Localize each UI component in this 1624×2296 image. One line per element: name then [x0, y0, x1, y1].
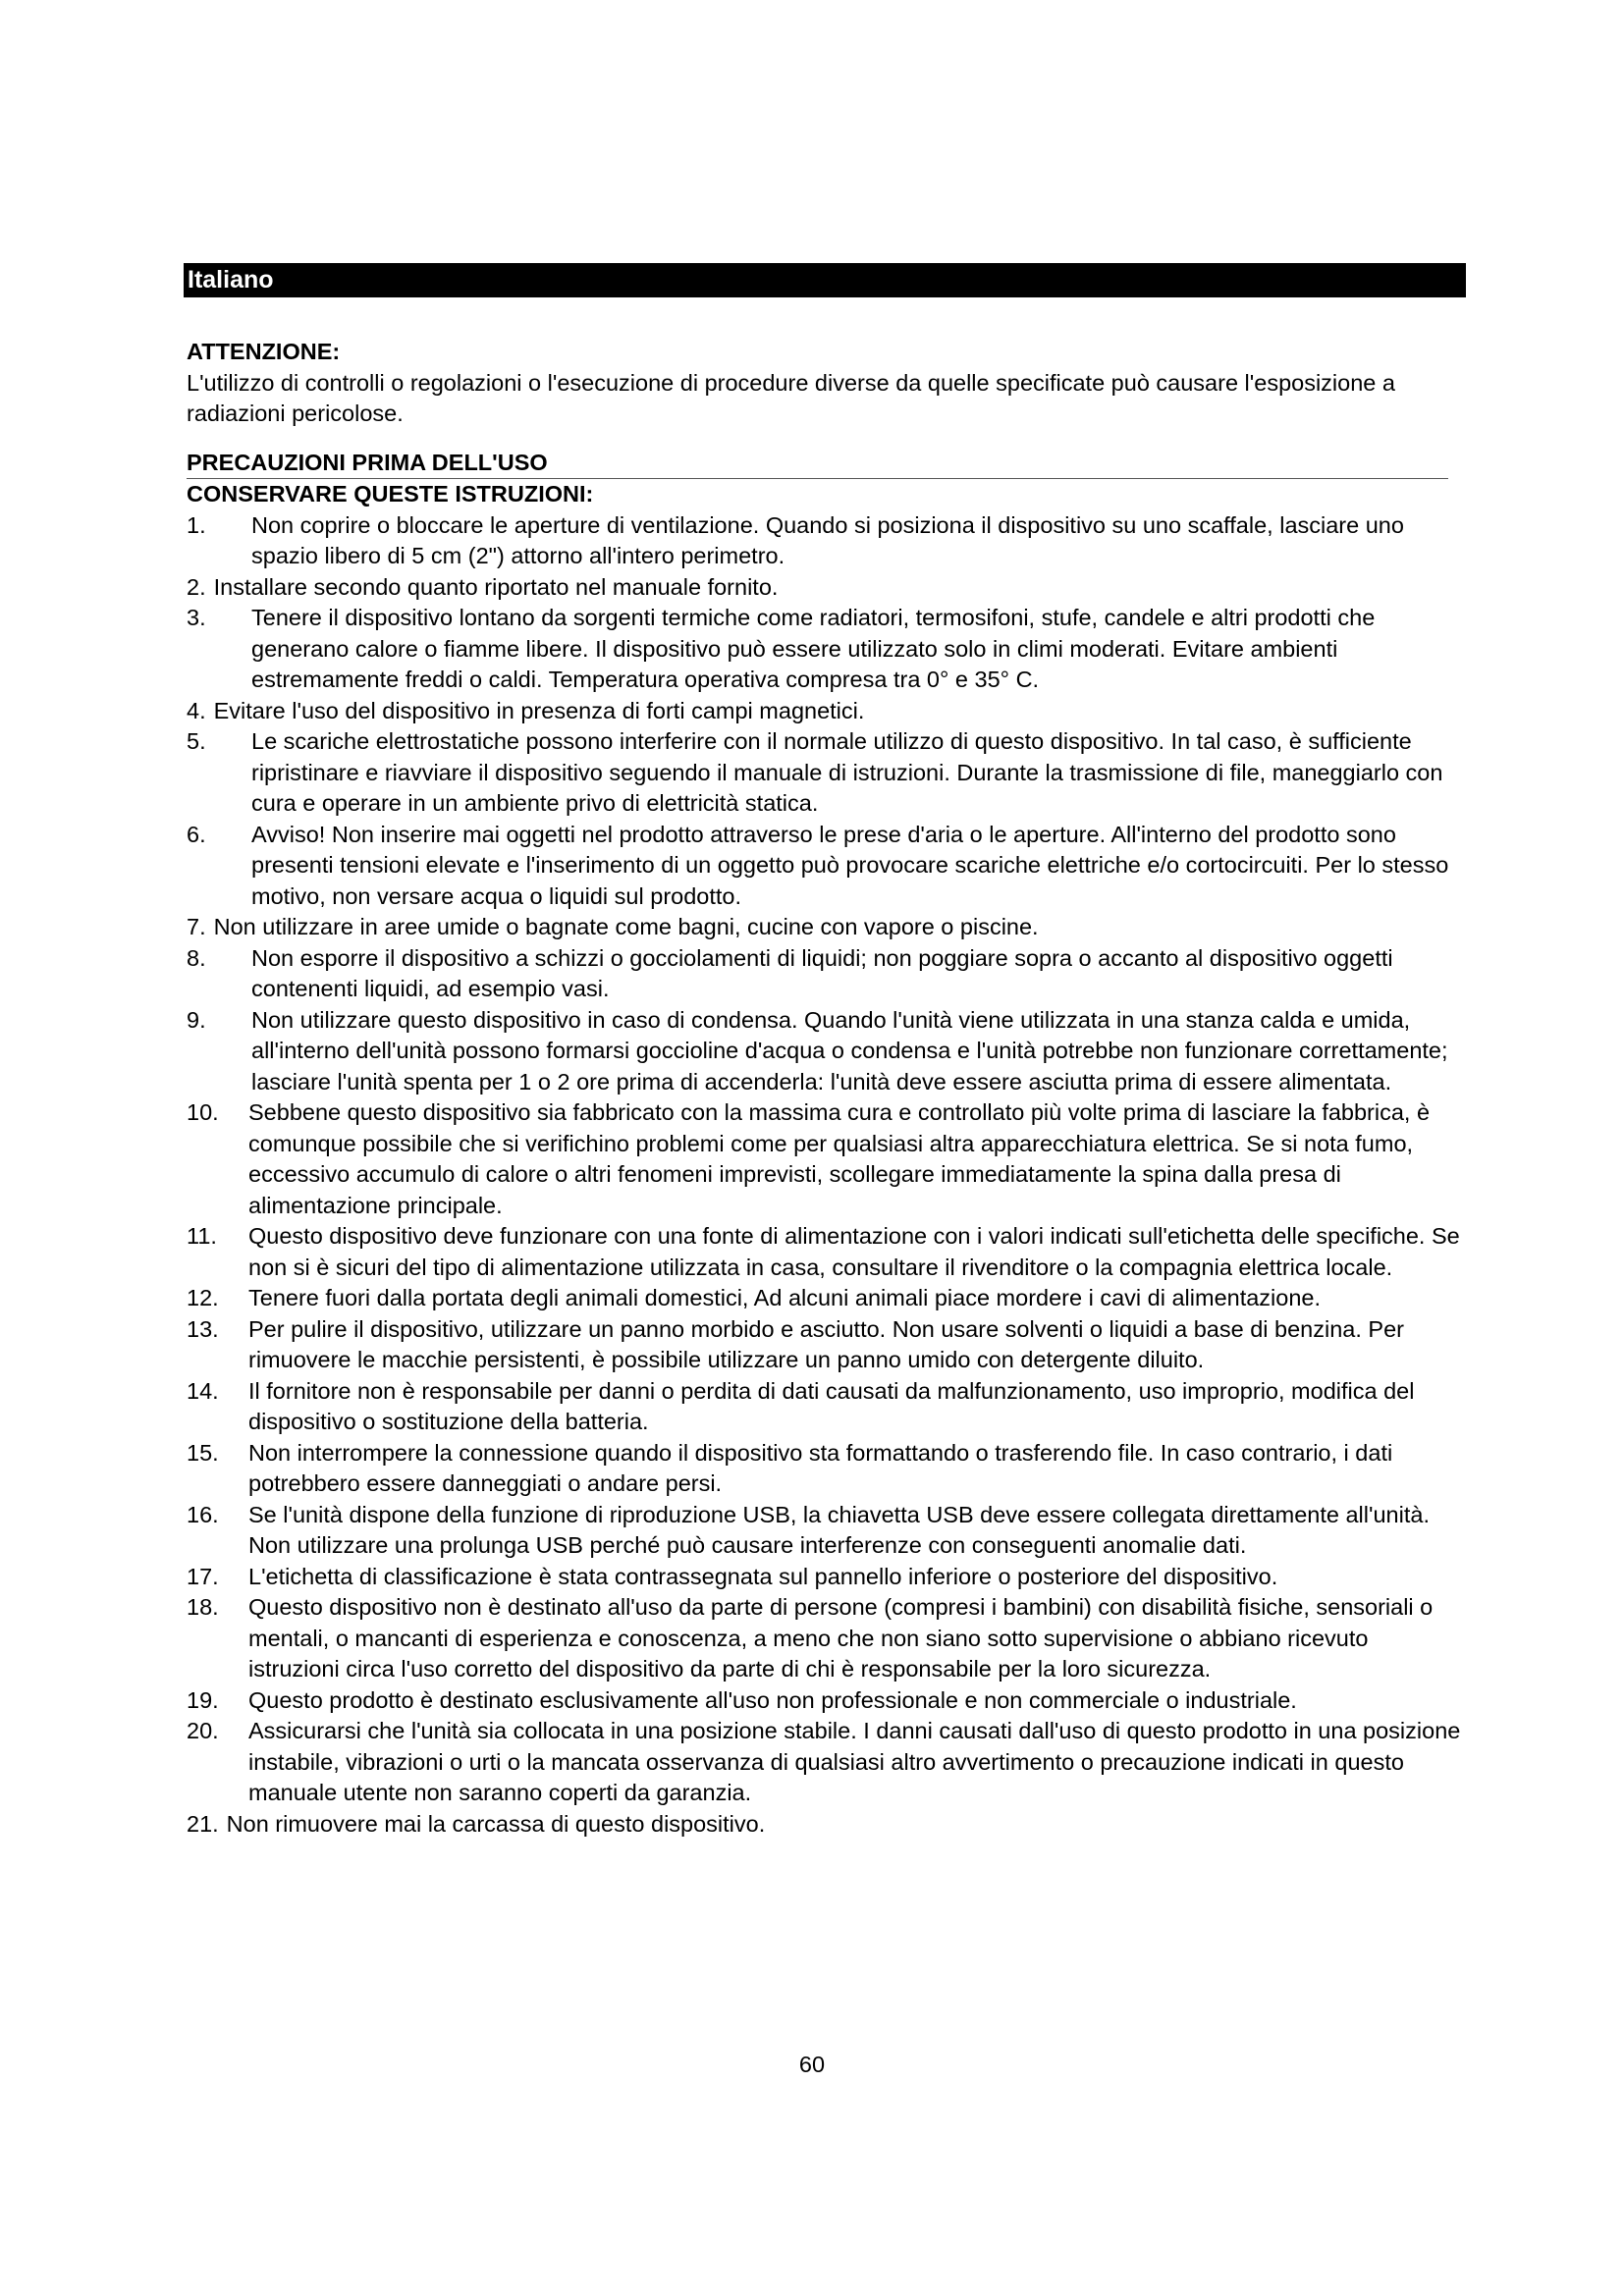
item-number: 15. — [187, 1439, 219, 1466]
list-item — [187, 1005, 1463, 1098]
list-item — [187, 1097, 1463, 1221]
item-number: 19. — [187, 1686, 219, 1713]
warning-title: ATTENZIONE: — [187, 339, 341, 364]
item-number: 12. — [187, 1285, 219, 1310]
list-item — [187, 1685, 1463, 1717]
item-text: Per pulire il dispositivo, utilizzare un panno morbido e asciutto. Non usare solventi o liquidi a base di benzina. Per rimuovere le macchie persistenti, è possibile utilizzare un panno umido con detergente diluito. — [248, 1315, 1404, 1372]
precautions-title: PRECAUZIONI PRIMA DELL'USO — [187, 449, 548, 475]
item-text: Non rimuovere mai la carcassa di questo dispositivo. — [226, 1810, 766, 1837]
item-number: 7. — [187, 914, 206, 939]
item-text: Non coprire o bloccare le aperture di ventilazione. Quando si posiziona il dispositivo su uno scaffale, lasciare uno spazio libero di 5 cm (2") attorno all'intero perimetro. — [251, 511, 1404, 568]
item-text: Se l'unità dispone della funzione di riproduzione USB, la chiavetta USB deve essere collegata direttamente all'unità. Non utilizzare una prolunga USB perché può causare interferenze con conseguenti anomalie dati. — [248, 1501, 1430, 1558]
item-text: L'etichetta di classificazione è stata contrassegnata sul pannello inferiore o posteriore del dispositivo. — [248, 1563, 1278, 1589]
item-text: Tenere fuori dalla portata degli animali domestici, Ad alcuni animali piace mordere i cavi di alimentazione. — [248, 1285, 1322, 1310]
list-item — [187, 1438, 1463, 1500]
item-number: 16. — [187, 1501, 219, 1527]
language-section-header: Italiano — [184, 263, 1466, 297]
item-number: 18. — [187, 1594, 219, 1620]
list-item — [187, 820, 1463, 913]
item-number: 13. — [187, 1315, 219, 1342]
item-text: Questo dispositivo non è destinato all'uso da parte di persone (compresi i bambini) con disabilità fisiche, sensoriali o mentali, o mancanti di esperienza e conoscenza, a meno che non siano sotto supervisione o abbiano ricevuto istruzioni circa l'uso corretto del dispositivo da parte di chi è responsabile per la loro sicurezza. — [248, 1594, 1434, 1682]
item-text: Assicurarsi che l'unità sia collocata in una posizione stabile. I danni causati dall'uso di questo prodotto in una posizione instabile, vibrazioni o urti o la mancata osservanza di qualsiasi altro avvertimento o precauzione indicati in questo manuale utente non saranno coperti da garanzia. — [248, 1718, 1461, 1805]
list-item — [187, 1314, 1463, 1376]
list-item — [187, 1562, 1463, 1593]
list-item — [187, 1809, 1463, 1841]
item-number: 9. — [187, 1006, 206, 1033]
item-text: Avviso! Non inserire mai oggetti nel prodotto attraverso le prese d'aria o le aperture. All'interno del prodotto sono presenti tensioni elevate e l'inserimento di un oggetto può provocare scariche elettriche e/o cortocircuiti. Per lo stesso motivo, non versare acqua o liquidi sul prodotto. — [251, 821, 1449, 909]
precautions-list — [187, 510, 1463, 1841]
document-body — [187, 337, 1463, 1840]
item-text: Non utilizzare in aree umide o bagnate come bagni, cucine con vapore o piscine. — [213, 914, 1039, 939]
item-number: 20. — [187, 1718, 219, 1743]
item-number: 17. — [187, 1563, 219, 1589]
page-number: 60 — [798, 2052, 826, 2077]
list-item — [187, 1283, 1463, 1314]
list-item — [187, 572, 1463, 604]
list-item — [187, 943, 1463, 1005]
item-text: Tenere il dispositivo lontano da sorgenti termiche come radiatori, termosifoni, stufe, candele e altri prodotti che generano calore o fiamme libere. Il dispositivo può essere utilizzato solo in climi moderati. Evitare ambienti estremamente freddi o caldi. Temperatura operativa compresa tra 0° e 35° C. — [251, 605, 1376, 692]
item-number: 1. — [187, 511, 206, 538]
list-item — [187, 1716, 1463, 1809]
list-item — [187, 603, 1463, 696]
precautions-subtitle: CONSERVARE QUESTE ISTRUZIONI: — [187, 481, 594, 507]
item-number: 5. — [187, 728, 206, 754]
item-number: 14. — [187, 1377, 219, 1404]
item-text: Questo dispositivo deve funzionare con una fonte di alimentazione con i valori indicati sull'etichetta delle specifiche. Se non si è sicuri del tipo di alimentazione utilizzata in casa, consultare il rivenditore o la compagnia elettrica locale. — [248, 1223, 1460, 1280]
item-number: 2. — [187, 573, 206, 600]
list-item — [187, 1592, 1463, 1685]
list-item — [187, 726, 1463, 820]
item-text: Non interrompere la connessione quando il dispositivo sta formattando o trasferendo file. In caso contrario, i dati potrebbero essere danneggiati o andare persi. — [248, 1439, 1393, 1496]
item-number: 21. — [187, 1810, 219, 1837]
item-text: Installare secondo quanto riportato nel manuale fornito. — [213, 573, 779, 600]
item-number: 4. — [187, 697, 206, 723]
item-text: Le scariche elettrostatiche possono interferire con il normale utilizzo di questo dispositivo. In tal caso, è sufficiente ripristinare e riavviare il dispositivo seguendo il manuale di istruzioni. Durante la trasmissione di file, maneggiarlo con cura e operare in un ambiente privo di elettricità statica. — [251, 728, 1443, 816]
list-item — [187, 1500, 1463, 1562]
item-text: Sebbene questo dispositivo sia fabbricato con la massima cura e controllato più volte prima di lasciare la fabbrica, è comunque possibile che si verifichino problemi come per qualsiasi altra apparecchiatura elettrica. Se si nota fumo, eccessivo accumulo di calore o altri fenomeni imprevisti, scollegare immediatamente la spina dalla presa di alimentazione principale. — [248, 1099, 1431, 1218]
item-text: Non esporre il dispositivo a schizzi o gocciolamenti di liquidi; non poggiare sopra o accanto al dispositivo oggetti contenenti liquidi, ad esempio vasi. — [251, 944, 1393, 1001]
warning-text: L'utilizzo di controlli o regolazioni o l'esecuzione di procedure diverse da quelle specificate può causare l'esposizione a radiazioni pericolose. — [187, 369, 1395, 426]
item-number: 8. — [187, 944, 206, 971]
list-item — [187, 1376, 1463, 1438]
item-number: 11. — [187, 1223, 217, 1249]
list-item — [187, 1221, 1463, 1283]
item-number: 3. — [187, 605, 206, 630]
list-item — [187, 696, 1463, 727]
item-number: 10. — [187, 1099, 219, 1125]
item-text: Questo prodotto è destinato esclusivamente all'uso non professionale e non commerciale o industriale. — [248, 1686, 1297, 1713]
item-number: 6. — [187, 821, 206, 847]
item-text: Il fornitore non è responsabile per danni o perdita di dati causati da malfunzionamento, uso improprio, modifica del dispositivo o sostituzione della batteria. — [248, 1377, 1415, 1434]
list-item — [187, 510, 1463, 572]
item-text: Evitare l'uso del dispositivo in presenza di forti campi magnetici. — [213, 697, 865, 723]
item-text: Non utilizzare questo dispositivo in caso di condensa. Quando l'unità viene utilizzata in una stanza calda e umida, all'interno dell'unità possono formarsi goccioline d'acqua o condensa e l'unità potrebbe non funzionare correttamente; lasciare l'unità spenta per 1 o 2 ore prima di accenderla: l'unità deve essere asciutta prima di essere alimentata. — [251, 1006, 1448, 1095]
list-item — [187, 912, 1463, 943]
